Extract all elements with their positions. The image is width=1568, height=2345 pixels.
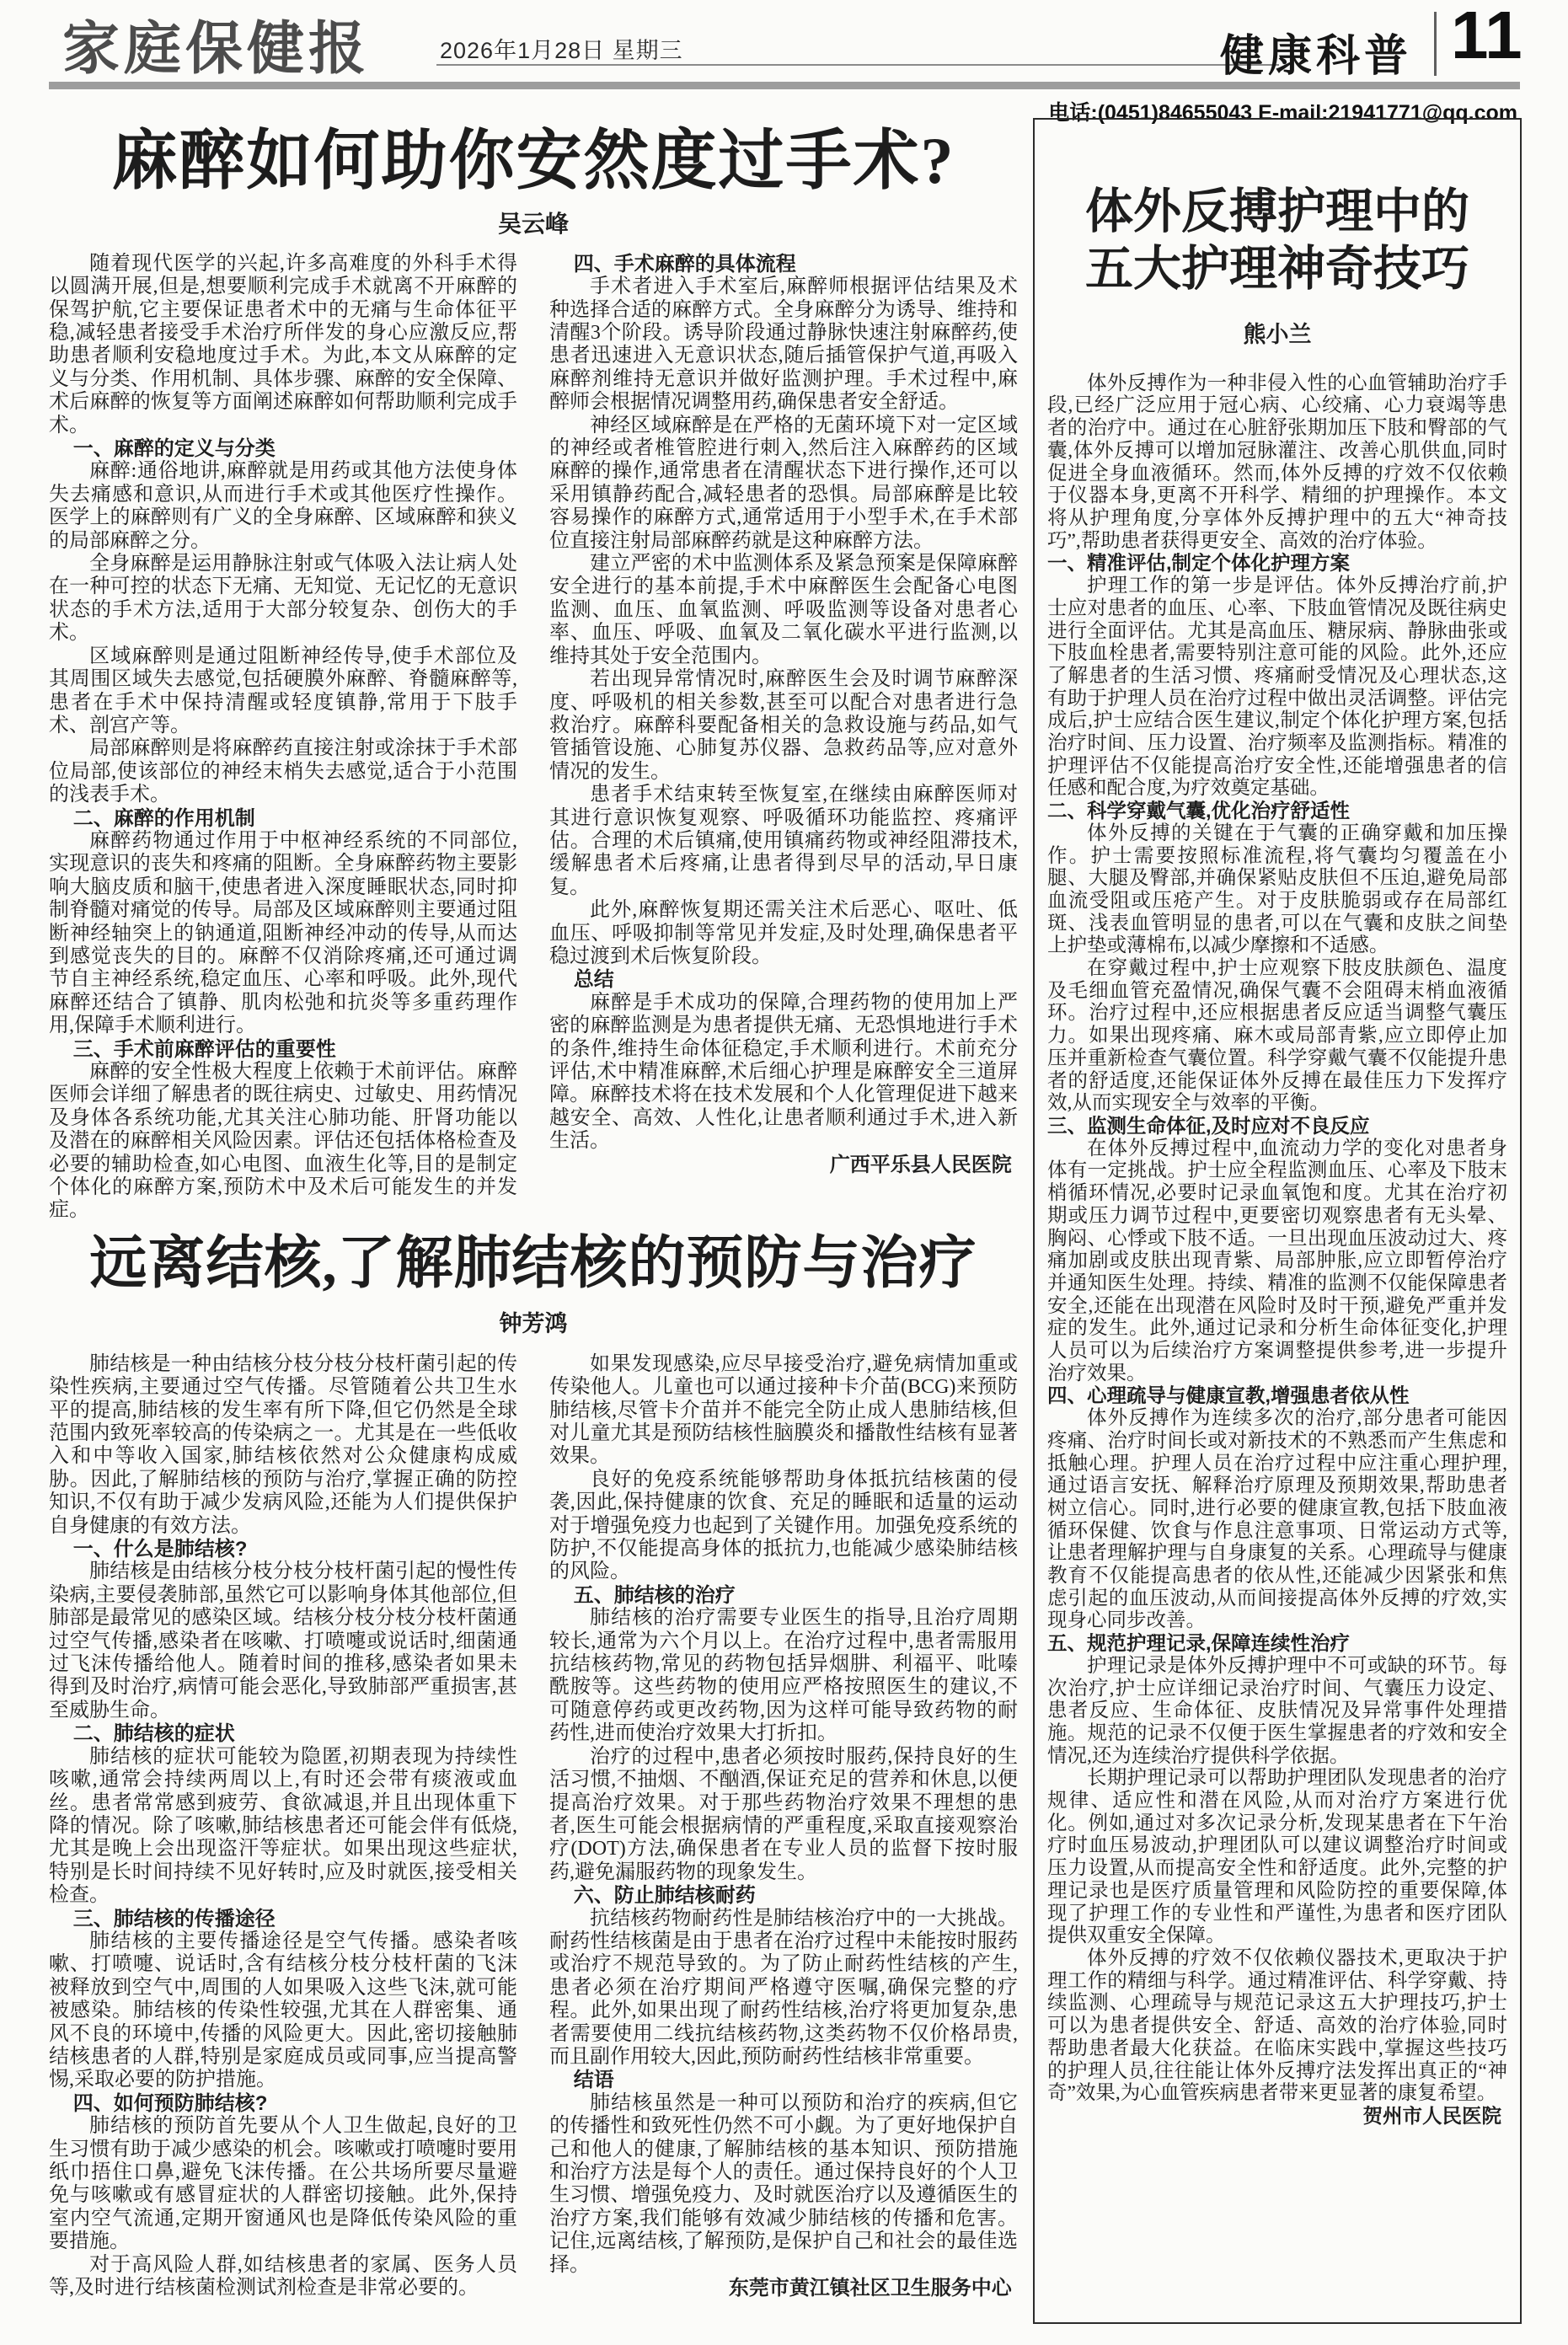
section-heading: 四、心理疏导与健康宣教,增强患者依从性 bbox=[1047, 1384, 1410, 1407]
paper-name: 家庭保健报 bbox=[62, 17, 371, 81]
article-column-1 bbox=[49, 253, 517, 1223]
paragraph: 长期护理记录可以帮助护理团队发现患者的治疗规律、适应性和潜在风险,从而对治疗方案进行优化。例如,通过对多次记录分析,发现某患者在下午治疗时血压易波动,护理团队可以建议调整治疗时间或压力设置,从而提高安全性和舒适度。此外,完整的护理记录也是医疗质量管理和风险防控的重要保障,体现了护理工作的专业性和严谨性,为患者和医疗团队提供双重安全保障。 bbox=[1047, 1767, 1507, 1947]
page-number: 11 bbox=[1451, 0, 1523, 72]
article-title: 远离结核,了解肺结核的预防与治疗 bbox=[89, 1231, 977, 1295]
paragraph: 如果发现感染,应尽早接受治疗,避免病情加重或传染他人。儿童也可以通过接种卡介苗(BCG)来预防肺结核,尽管卡介苗并不能完全防止成人患肺结核,但对儿童尤其是预防结核性脑膜炎和播散性结核有显著效果。 bbox=[549, 1352, 1018, 1468]
article-title-line2: 五大护理神奇技巧 bbox=[1085, 243, 1469, 297]
article-author: 钟芳鸿 bbox=[499, 1310, 568, 1336]
section-heading: 五、规范护理记录,保障连续性治疗 bbox=[1047, 1632, 1351, 1655]
paragraph: 体外反搏的关键在于气囊的正确穿戴和加压操作。护士需要按照标准流程,将气囊均匀覆盖在小腿、大腿及臀部,并确保紧贴皮肤但不压迫,避免局部血流受阻或压疮产生。对于皮肤脆弱或存在局部红斑、浅表血管明显的患者,可以在气囊和皮肤之间垫上护垫或薄棉布,以减少摩擦和不适感。 bbox=[1047, 822, 1507, 957]
paragraph: 肺结核是由结核分枝分枝分枝杆菌引起的慢性传染病,主要侵袭肺部,虽然它可以影响身体其他部位,但肺部是最常见的感染区域。结核分枝分枝分枝杆菌通过空气传播,感染者在咳嗽、打喷嚏或说话时,细菌通过飞沫传播给他人。随着时间的推移,感染者如果未得到及时治疗,病情可能会恶化,导致肺部严重损害,甚至威胁生命。 bbox=[49, 1561, 517, 1721]
paragraph: 肺结核的预防首先要从个人卫生做起,良好的卫生习惯有助于减少感染的机会。咳嗽或打喷嚏时要用纸巾捂住口鼻,避免飞沫传播。在公共场所要尽量避免与咳嗽或有感冒症状的人群密切接触。此外,保持室内空气流通,定期开窗通风也是降低传染风险的重要措施。 bbox=[49, 2115, 517, 2253]
paragraph: 肺结核的主要传播途径是空气传播。感染者咳嗽、打喷嚏、说话时,含有结核分枝分枝杆菌的飞沫被释放到空气中,周围的人如果吸入这些飞沫,就可能被感染。肺结核的传染性较强,尤其在人群密集、通风不良的环境中,传播的风险更大。因此,密切接触肺结核患者的人群,特别是家庭成员或同事,应当提高警惕,采取必要的防护措施。 bbox=[49, 1930, 517, 2091]
paragraph: 护理记录是体外反搏护理中不可或缺的环节。每次治疗,护士应详细记录治疗时间、气囊压力设定、患者反应、生命体征、皮肤情况及异常事件处理措施。规范的记录不仅便于医生掌握患者的疗效和安全情况,还为连续治疗提供科学依据。 bbox=[1047, 1654, 1507, 1767]
paragraph: 良好的免疫系统能够帮助身体抵抗结核菌的侵袭,因此,保持健康的饮食、充足的睡眠和适量的运动对于增强免疫力也起到了关键作用。加强免疫系统的防护,不仅能提高身体的抵抗力,也能减少感染肺结核的风险。 bbox=[549, 1468, 1018, 1583]
paragraph: 护理工作的第一步是评估。体外反搏治疗前,护士应对患者的血压、心率、下肢血管情况及既往病史进行全面评估。尤其是高血压、糖尿病、静脉曲张或下肢血栓患者,需要特别注意可能的风险。此外,还应了解患者的生活习惯、疼痛耐受情况及心理状态,这有助于护理人员在治疗过程中做出灵活调整。评估完成后,护士应结合医生建议,制定个体化护理方案,包括治疗时间、压力设置、治疗频率及监测指标。精准的护理评估不仅能提高治疗安全性,还能增强患者的信任感和配合度,为疗效奠定基础。 bbox=[1047, 575, 1507, 800]
masthead-rule bbox=[49, 82, 1520, 89]
paragraph: 局部麻醉则是将麻醉药直接注射或涂抹于手术部位局部,使该部位的神经末梢失去感觉,适合于小范围的浅表手术。 bbox=[49, 737, 517, 806]
paragraph: 麻醉是手术成功的保障,合理药物的使用加上严密的麻醉监测是为患者提供无痛、无恐惧地进行手术的条件,维持生命体征稳定,手术顺利进行。术前充分评估,术中精准麻醉,术后细心护理是麻醉安全三道屏障。麻醉技术将在技术发展和个人化管理促进下越来越安全、高效、人性化,让患者顺利通过手术,进入新生活。 bbox=[549, 991, 1018, 1153]
paragraph: 麻醉的安全性极大程度上依赖于术前评估。麻醉医师会详细了解患者的既往病史、过敏史、用药情况及身体各系统功能,尤其关注心肺功能、肝肾功能以及潜在的麻醉相关风险因素。评估还包括体格检查及必要的辅助检查,如心电图、血液生化等,目的是制定个体化的麻醉方案,预防术中及术后可能发生的并发症。 bbox=[49, 1061, 517, 1222]
article-column-2 bbox=[549, 1353, 1018, 2300]
section-heading: 二、科学穿戴气囊,优化治疗舒适性 bbox=[1047, 800, 1351, 822]
paragraph: 若出现异常情况时,麻醉医生会及时调节麻醉深度、呼吸机的相关参数,甚至可以配合对患者进行急救治疗。麻醉科要配备相关的急救设施与药品,如气管插管设施、心肺复苏仪器、急救药品等,应对意外情况的发生。 bbox=[549, 668, 1018, 783]
paragraph: 肺结核的症状可能较为隐匿,初期表现为持续性咳嗽,通常会持续两周以上,有时还会带有痰液或血丝。患者常常感到疲劳、食欲减退,并且出现体重下降的情况。除了咳嗽,肺结核患者还可能会伴有低烧,尤其是晚上会出现盗汗等症状。如果出现这些症状,特别是长时间持续不见好转时,应及时就医,接受相关检查。 bbox=[49, 1745, 517, 1907]
paragraph: 麻醉:通俗地讲,麻醉就是用药或其他方法使身体失去痛感和意识,从而进行手术或其他医疗性操作。医学上的麻醉则有广义的全身麻醉、区域麻醉和狭义的局部麻醉之分。 bbox=[49, 460, 517, 552]
article-byline: 东莞市黄江镇社区卫生服务中心 bbox=[728, 2277, 1012, 2300]
paragraph: 肺结核是一种由结核分枝分枝分枝杆菌引起的传染性疾病,主要通过空气传播。尽管随着公共卫生水平的提高,肺结核的发生率有所下降,但它仍然是全球范围内致死率较高的传染病之一。尤其是在一些低收入和中等收入国家,肺结核依然对公众健康构成威胁。因此,了解肺结核的预防与治疗,掌握正确的防控知识,不仅有助于减少发病风险,还能为人们提供保护自身健康的有效方法。 bbox=[49, 1352, 517, 1537]
page-number-divider bbox=[1434, 12, 1437, 76]
section-title: 健康科普 bbox=[1220, 33, 1413, 81]
paragraph: 抗结核药物耐药性是肺结核治疗中的一大挑战。耐药性结核菌是由于患者在治疗过程中未能按时服药或治疗不规范导致的。为了防止耐药性结核的产生,患者必须在治疗期间严格遵守医嘱,确保完整的疗程。此外,如果出现了耐药性结核,治疗将更加复杂,患者需要使用二线抗结核药物,这类药物不仅价格昂贵,而且副作用较大,因此,预防耐药性结核非常重要。 bbox=[549, 1907, 1018, 2068]
paragraph: 建立严密的术中监测体系及紧急预案是保障麻醉安全进行的基本前提,手术中麻醉医生会配备心电图监测、血压、血氧监测、呼吸监测等设备对患者心率、血压、呼吸、血氧及二氧化碳水平进行监测,以维持其处于安全范围内。 bbox=[549, 553, 1018, 667]
section-heading: 三、监测生命体征,及时应对不良反应 bbox=[1047, 1114, 1370, 1137]
section-heading: 二、肺结核的症状 bbox=[72, 1722, 235, 1746]
paragraph: 对于高风险人群,如结核患者的家属、医务人员等,及时进行结核菌检测试剂检查是非常必要的。 bbox=[49, 2253, 517, 2299]
section-heading: 四、如何预防肺结核? bbox=[72, 2091, 268, 2115]
article-body bbox=[49, 253, 1018, 1223]
article-author: 吴云峰 bbox=[497, 210, 569, 237]
section-heading: 二、麻醉的作用机制 bbox=[72, 806, 255, 830]
section-heading: 六、防止肺结核耐药 bbox=[573, 1884, 756, 1908]
article-tb bbox=[49, 1232, 1018, 2299]
paragraph: 麻醉药物通过作用于中枢神经系统的不同部位,实现意识的丧失和疼痛的阻断。全身麻醉药物主要影响大脑皮质和脑干,使患者进入深度睡眠状态,同时抑制脊髓对痛觉的传导。局部及区域麻醉则主要通过阻断神经轴突上的钠通道,阻断神经冲动的传导,从而达到感觉丧失的目的。麻醉不仅消除疼痛,还可通过调节自主神经系统,稳定血压、心率和呼吸。此外,现代麻醉还结合了镇静、肌肉松弛和抗炎等多重药理作用,保障手术顺利进行。 bbox=[49, 829, 517, 1037]
paragraph: 体外反搏作为连续多次的治疗,部分患者可能因疼痛、治疗时间长或对新技术的不熟悉而产生焦虑和抵触心理。护理人员在治疗过程中应注重心理护理,通过语言安抚、解释治疗原理及预期效果,帮助患者树立信心。同时,进行必要的健康宣教,包括下肢血液循环保健、饮食与作息注意事项、日常运动方式等,让患者理解护理与自身康复的关系。心理疏导与健康教育不仅能提高患者的依从性,还能减少因紧张和焦虑引起的血压波动,从而间接提高体外反搏的疗效,实现身心同步改善。 bbox=[1047, 1407, 1507, 1632]
article-body bbox=[1047, 372, 1507, 2128]
paragraph: 在穿戴过程中,护士应观察下肢皮肤颜色、温度及毛细血管充盈情况,确保气囊不会阻碍末梢血液循环。治疗过程中,还应根据患者反应适当调整气囊压力。如果出现疼痛、麻木或局部青紫,应立即停止加压并重新检查气囊位置。科学穿戴气囊不仅能提升患者的舒适度,还能保证体外反搏在最佳压力下发挥疗效,从而实现安全与效率的平衡。 bbox=[1047, 957, 1507, 1115]
date-rule bbox=[436, 64, 1279, 66]
section-heading: 一、麻醉的定义与分类 bbox=[72, 437, 276, 461]
masthead-date: 2026年1月28日 星期三 bbox=[440, 38, 683, 63]
paragraph: 肺结核的治疗需要专业医生的指导,且治疗周期较长,通常为六个月以上。在治疗过程中,患者需服用抗结核药物,常见的药物包括异烟肼、利福平、吡嗪酰胺等。这些药物的使用应严格按照医生的建议,不可随意停药或更改药物,因为这样可能导致药物的耐药性,进而使治疗效果大打折扣。 bbox=[549, 1607, 1018, 1745]
paragraph: 神经区域麻醉是在严格的无菌环境下对一定区域的神经或者椎管腔进行刺入,然后注入麻醉药的区域麻醉的操作,通常患者在清醒状态下进行操作,还可以采用镇静药配合,减轻患者的恐惧。局部麻醉是比较容易操作的麻醉方式,通常适用于小型手术,在手术部位直接注射局部麻醉药就是这种麻醉方法。 bbox=[549, 414, 1018, 552]
paragraph: 肺结核虽然是一种可以预防和治疗的疾病,但它的传播性和致死性仍然不可小觑。为了更好地保护自己和他人的健康,了解肺结核的基本知识、预防措施和治疗方法是每个人的责任。通过保持良好的个人卫生习惯、增强免疫力、及时就医治疗以及遵循医生的治疗方案,我们能够有效减少肺结核的传播和危害。记住,远离结核,了解预防,是保护自己和社会的最佳选择。 bbox=[549, 2091, 1018, 2276]
section-heading: 总结 bbox=[573, 968, 614, 992]
article-title-line1: 体外反搏护理中的 bbox=[1085, 185, 1469, 238]
section-heading: 三、肺结核的传播途径 bbox=[72, 1907, 276, 1930]
section-heading: 结语 bbox=[573, 2069, 614, 2092]
article-body bbox=[49, 1353, 1018, 2300]
paragraph: 区域麻醉则是通过阻断神经传导,使手术部位及其周围区域失去感觉,包括硬膜外麻醉、脊髓麻醉等,患者在手术中保持清醒或轻度镇静,常用于下肢手术、剖宫产等。 bbox=[49, 645, 517, 736]
section-heading: 一、什么是肺结核? bbox=[72, 1538, 248, 1561]
paragraph: 手术者进入手术室后,麻醉师根据评估结果及术种选择合适的麻醉方式。全身麻醉分为诱导、维持和清醒3个阶段。诱导阶段通过静脉快速注射麻醉药,使患者迅速进入无意识状态,随后插管保护气道,再吸入麻醉剂维持无意识并做好监测护理。手术过程中,麻醉师会根据情况调整用药,确保患者安全舒适。 bbox=[549, 276, 1018, 414]
article-column-2 bbox=[549, 253, 1018, 1223]
article-title: 麻醉如何助你安然度过手术? bbox=[111, 124, 955, 197]
article-ecp bbox=[1033, 118, 1522, 2324]
article-byline: 广西平乐县人民医院 bbox=[829, 1153, 1012, 1176]
paragraph: 患者手术结束转至恢复室,在继续由麻醉医师对其进行意识恢复观察、呼吸循环功能监控、疼痛评估。合理的术后镇痛,使用镇痛药物或神经阻滞技术,缓解患者术后疼痛,让患者得到尽早的活动,早日康复。 bbox=[549, 784, 1018, 898]
section-heading: 一、精准评估,制定个体化护理方案 bbox=[1047, 552, 1351, 575]
section-heading: 三、手术前麻醉评估的重要性 bbox=[72, 1037, 336, 1061]
paragraph: 随着现代医学的兴起,许多高难度的外科手术得以圆满开展,但是,想要顺利完成手术就离不开麻醉的保驾护航,它主要保证患者术中的无痛与生命体征平稳,减轻患者接受手术治疗所伴发的身心应激反应,帮助患者顺利安稳地度过手术。为此,本文从麻醉的定义与分类、作用机制、具体步骤、麻醉的安全保障、术后麻醉的恢复等方面阐述麻醉如何帮助顺利完成手术。 bbox=[49, 252, 517, 436]
contact-line: 电话:(0451)84655043 E-mail:21941771@qq.com bbox=[1048, 101, 1517, 125]
paragraph: 治疗的过程中,患者必须按时服药,保持良好的生活习惯,不抽烟、不酗酒,保证充足的营养和休息,以便提高治疗效果。对于那些药物治疗效果不理想的患者,医生可能会根据病情的严重程度,采取直接观察治疗(DOT)方法,确保患者在专业人员的监督下按时服药,避免漏服药物的现象发生。 bbox=[549, 1745, 1018, 1883]
paragraph: 体外反搏作为一种非侵入性的心血管辅助治疗手段,已经广泛应用于冠心病、心绞痛、心力衰竭等患者的治疗中。通过在心脏舒张期加压下肢和臀部的气囊,体外反搏可以增加冠脉灌注、改善心肌供血,同时促进全身血液循环。然而,体外反搏的疗效不仅依赖于仪器本身,更离不开科学、精细的护理操作。本文将从护理角度,分享体外反搏护理中的五大“神奇技巧”,帮助患者获得更安全、高效的治疗体验。 bbox=[1047, 372, 1507, 552]
section-heading: 五、肺结核的治疗 bbox=[573, 1583, 736, 1607]
section-heading: 四、手术麻醉的具体流程 bbox=[573, 252, 796, 276]
article-column-1 bbox=[49, 1353, 517, 2300]
article-title bbox=[1047, 184, 1507, 299]
paragraph: 在体外反搏过程中,血流动力学的变化对患者身体有一定挑战。护士应全程监测血压、心率及下肢末梢循环情况,必要时记录血氧饱和度。尤其在治疗初期或压力调节过程中,更要密切观察患者有无头晕、胸闷、心悸或下肢不适。一旦出现血压波动过大、疼痛加剧或皮肤出现青紫、局部肿胀,应立即暂停治疗并通知医生处理。持续、精准的监测不仅能保障患者安全,还能在出现潜在风险时及时干预,避免严重并发症的发生。此外,通过记录和分析生命体征变化,护理人员可以为后续治疗方案调整提供参考,进一步提升治疗效果。 bbox=[1047, 1137, 1507, 1384]
article-author: 熊小兰 bbox=[1243, 321, 1312, 347]
article-byline: 贺州市人民医院 bbox=[1362, 2104, 1501, 2127]
paragraph: 全身麻醉是运用静脉注射或气体吸入法让病人处在一种可控的状态下无痛、无知觉、无记忆的无意识状态的手术方法,适用于大部分较复杂、创伤大的手术。 bbox=[49, 553, 517, 645]
article-anesthesia bbox=[49, 125, 1018, 1223]
paragraph: 此外,麻醉恢复期还需关注术后恶心、呕吐、低血压、呼吸抑制等常见并发症,及时处理,确保患者平稳过渡到术后恢复阶段。 bbox=[549, 899, 1018, 967]
paragraph: 体外反搏的疗效不仅依赖仪器技术,更取决于护理工作的精细与科学。通过精准评估、科学穿戴、持续监测、心理疏导与规范记录这五大护理技巧,护士可以为患者提供安全、舒适、高效的治疗体验,同时帮助患者最大化获益。在临床实践中,掌握这些技巧的护理人员,往往能让体外反搏疗法发挥出真正的“神奇”效果,为心血管疾病患者带来更显著的康复希望。 bbox=[1047, 1947, 1507, 2105]
